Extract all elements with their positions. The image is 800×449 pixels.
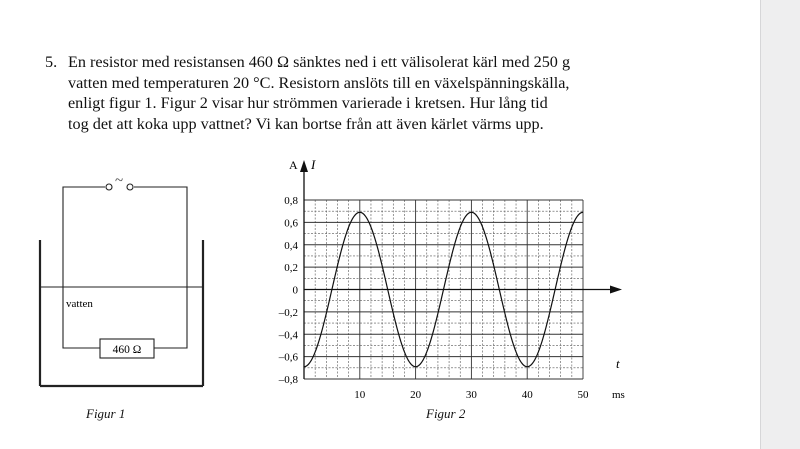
y-tick-label: 0,2 [284,262,298,275]
figure-2-caption: Figur 2 [426,406,466,421]
figure-1-circuit-diagram [20,160,250,400]
ac-source-symbol: ~ [114,173,124,189]
x-tick-label: 10 [354,389,366,401]
circuit-wire-right [134,187,187,348]
circuit-wire-left [63,187,105,348]
terminal-right [127,184,133,190]
y-tick-label: –0,2 [278,306,298,319]
x-axis-arrow [610,286,622,294]
figure-2-current-chart [260,150,630,415]
water-label: vatten [66,298,93,310]
problem-line-1: En resistor med resistansen 460 Ω sänktes ned i ett välisolerat kärl med 250 g [68,53,571,71]
chart-axes [300,160,622,379]
y-tick-label: 0 [292,284,298,297]
y-unit-label: A [289,158,298,172]
y-axis-symbol: I [311,157,316,172]
x-tick-label: 20 [410,389,422,401]
y-tick-label: –0,6 [278,351,298,364]
scrollbar-track[interactable] [760,0,800,449]
y-axis-arrow [300,160,308,172]
x-tick-label: 30 [465,389,477,401]
problem-line-3: enligt figur 1. Figur 2 visar hur strömmen varierade i kretsen. Hur lång tid [68,94,548,112]
y-tick-label: –0,8 [278,374,298,386]
y-tick-label: –0,4 [278,329,298,342]
problem-line-4: tog det att koka upp vattnet? Vi kan bortse från att även kärlet värms upp. [68,114,544,133]
x-unit-label: ms [612,389,625,401]
resistor-label: 460 Ω [112,344,142,356]
y-tick-label: 0,8 [284,195,298,207]
terminal-left [106,184,112,190]
x-axis-symbol: t [616,356,620,371]
x-tick-label: 40 [521,389,533,401]
y-tick-label: 0,6 [284,217,298,230]
figure-1-caption: Figur 1 [86,406,126,421]
problem-line-2: vatten med temperaturen 20 °C. Resistorn anslöts till en växelspänningskälla, [68,73,570,92]
problem-number: 5. [45,53,58,71]
y-tick-label: 0,4 [284,239,298,252]
x-tick-label: 50 [577,389,589,401]
